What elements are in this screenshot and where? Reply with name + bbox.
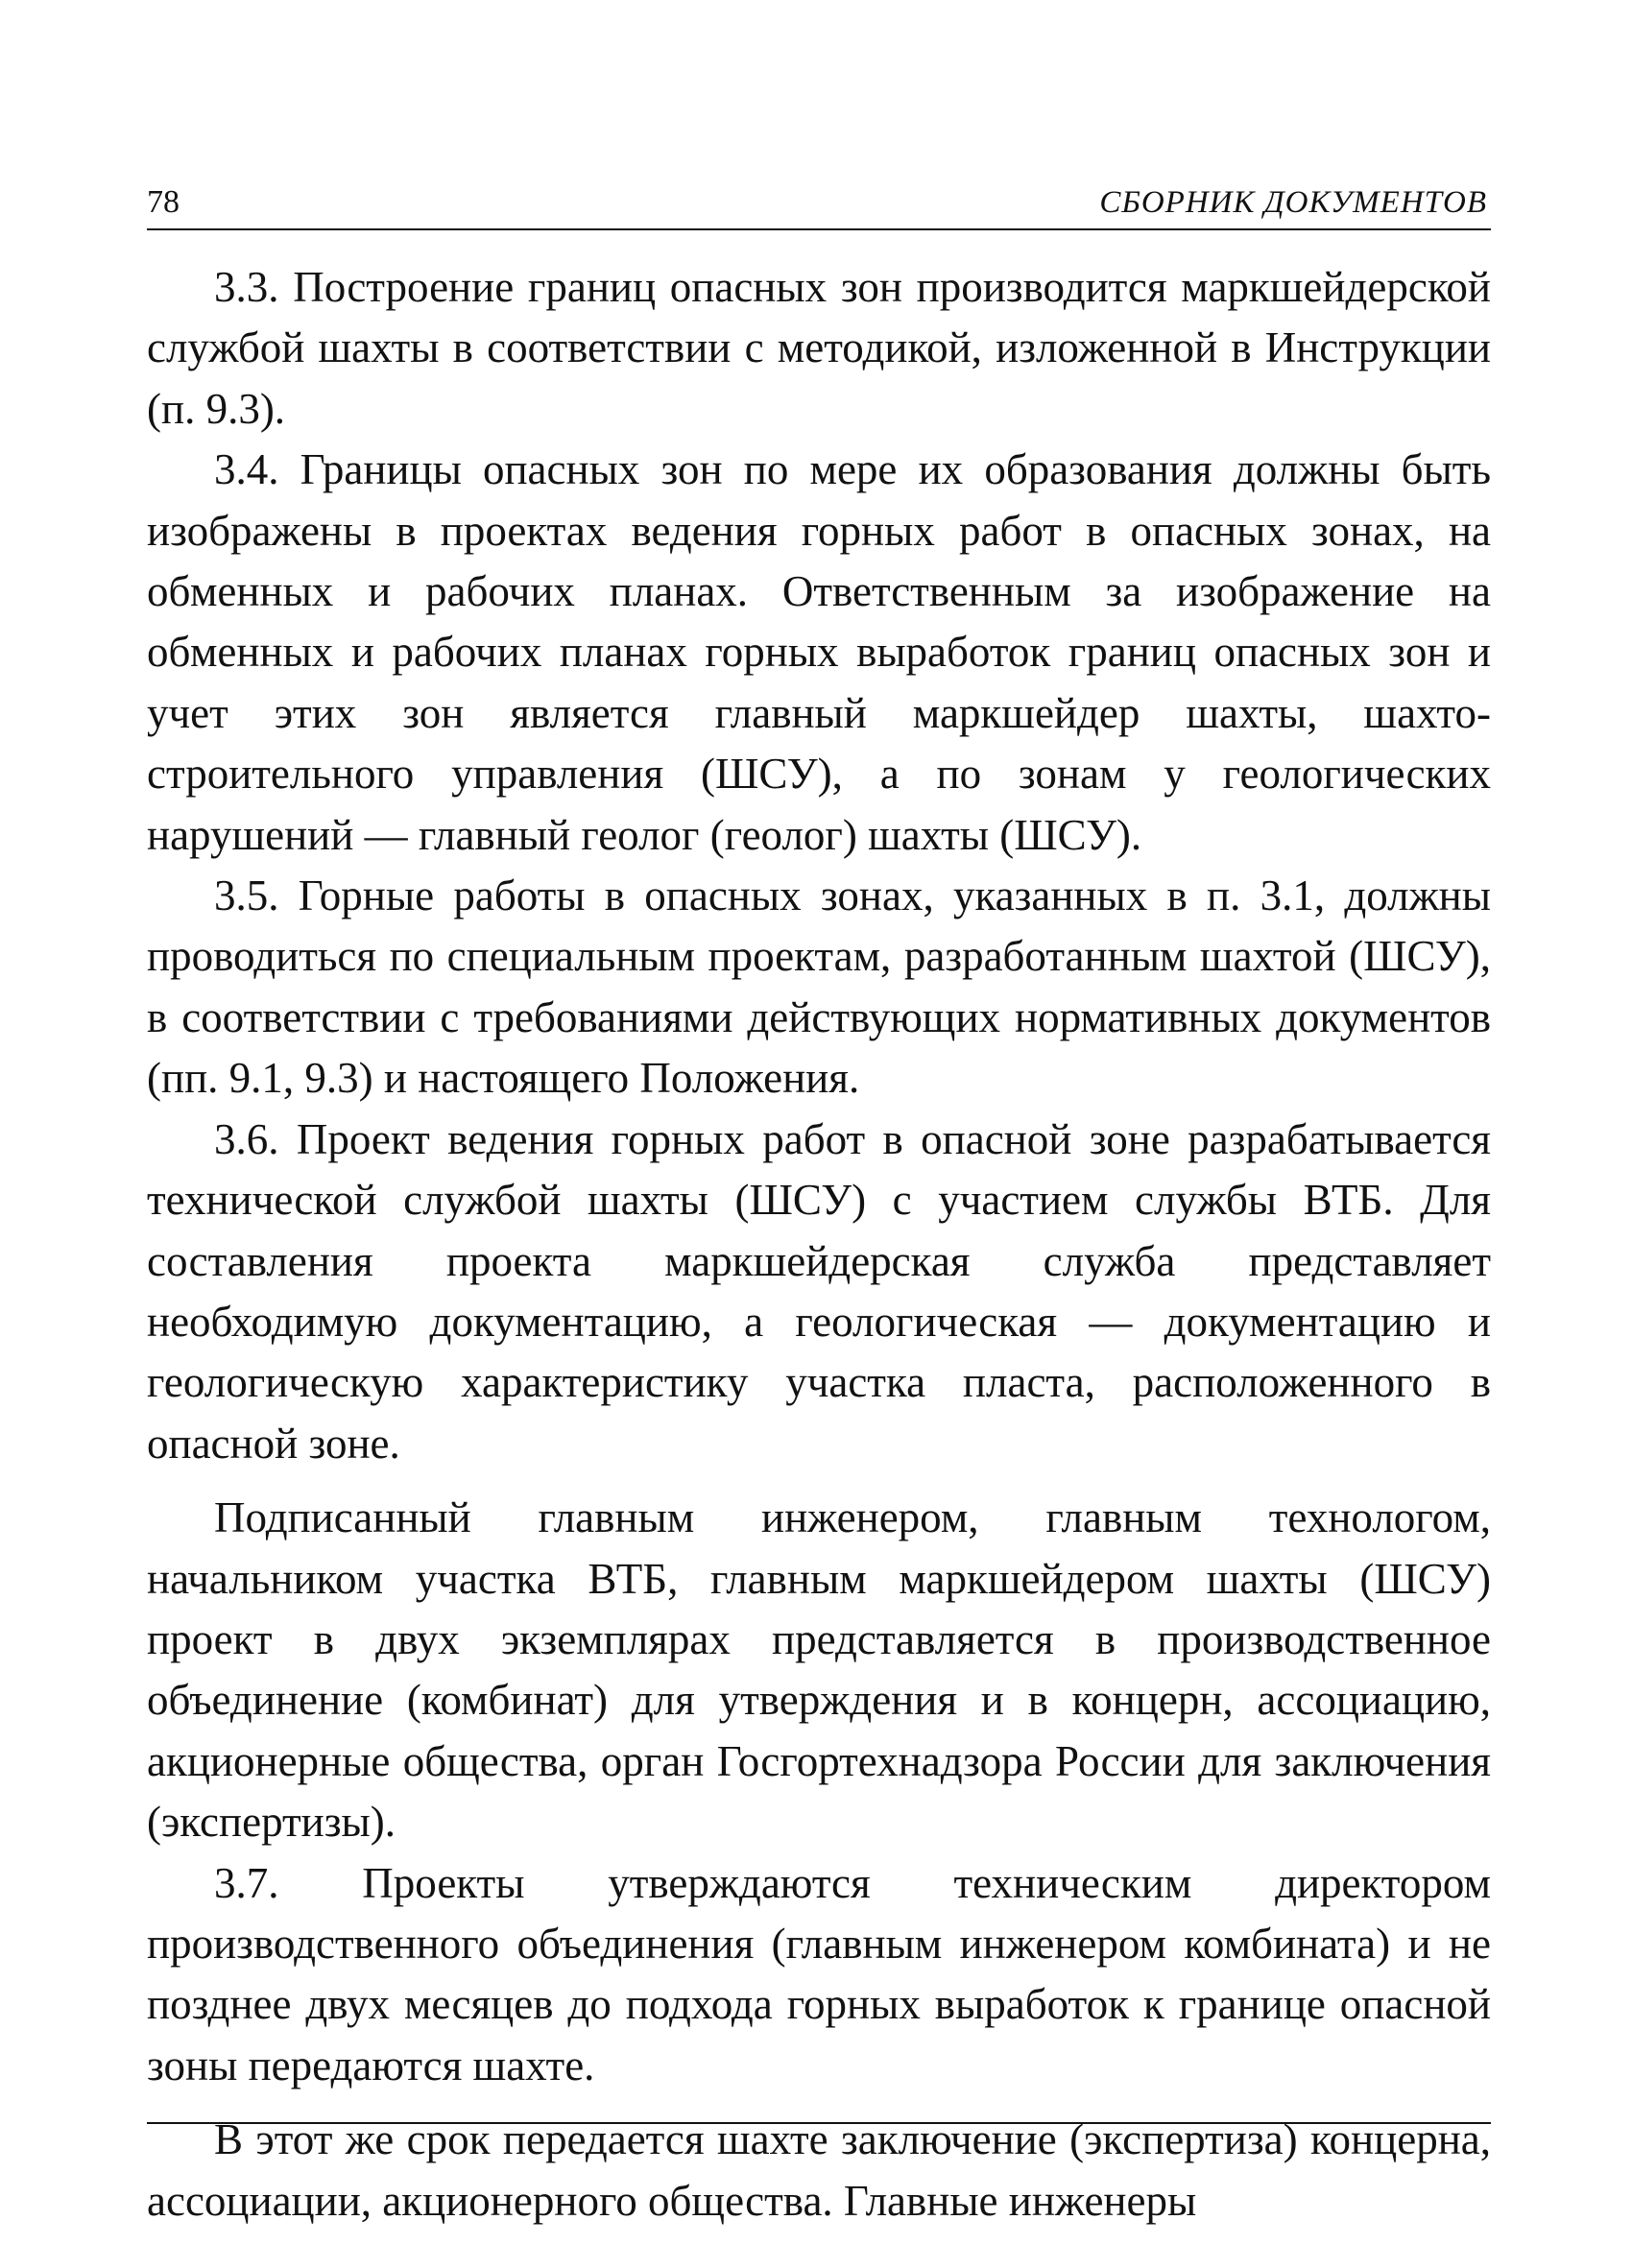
paragraph-3-4: 3.4. Границы опасных зон по мере их образования должны быть изображены в проектах ведения горных работ в опасных зонах, на обменных и рабочих планах. Ответственным за изображение на обменных и рабочих планах горных выработок границ опасных зон и учет этих зон является главный маркшейдер шахты, шахто-строительного управления (ШСУ), а по зонам у геологических нарушений — главный геолог (геолог) шахты (ШСУ). bbox=[147, 445, 1491, 859]
collection-title: СБОРНИК ДОКУМЕНТОВ bbox=[1099, 185, 1487, 220]
document-page bbox=[147, 0, 1491, 2268]
paragraph-3-7: 3.7. Проекты утверждаются техническим директором производственного объединения (главным инженером комбината) и не позднее двух месяцев до подхода горных выработок к границе опасной зоны передаются шахте. bbox=[147, 1858, 1491, 2089]
paragraph-signed-project: Подписанный главным инженером, главным технологом, начальником участка ВТБ, главным маркшейдером шахты (ШСУ) проект в двух экземплярах представляется в производственное объединение (комбинат) для утверждения и в концерн, ассоциацию, акционерные общества, орган Госгортехнадзора России для заключения (экспертизы). bbox=[147, 1493, 1491, 1847]
paragraph-3-6: 3.6. Проект ведения горных работ в опасной зоне разрабатывается технической службой шахты (ШСУ) с участием службы ВТБ. Для составления проекта маркшейдерская служба представляет необходимую документацию, а геологическая — документацию и геологическую характеристику участка пласта, расположенного в опасной зоне. bbox=[147, 1114, 1491, 1468]
footer-rule bbox=[147, 2122, 1491, 2124]
page-number: 78 bbox=[147, 184, 180, 220]
paragraph-3-5: 3.5. Горные работы в опасных зонах, указанных в п. 3.1, должны проводиться по специальным проектам, разработанным шахтой (ШСУ), в соответствии с требованиями действующих нормативных документов (пп. 9.1, 9.3) и настоящего Положения. bbox=[147, 871, 1491, 1103]
paragraph-3-3: 3.3. Построение границ опасных зон производится маркшейдерской службой шахты в соответствии с методикой, изложенной в Инструкции (п. 9.3). bbox=[147, 263, 1491, 433]
running-header bbox=[147, 179, 1491, 230]
body-text bbox=[147, 257, 1491, 2232]
paragraph-same-term: В этот же срок передается шахте заключение (экспертиза) концерна, ассоциации, акционерного общества. Главные инженеры bbox=[147, 2115, 1491, 2225]
